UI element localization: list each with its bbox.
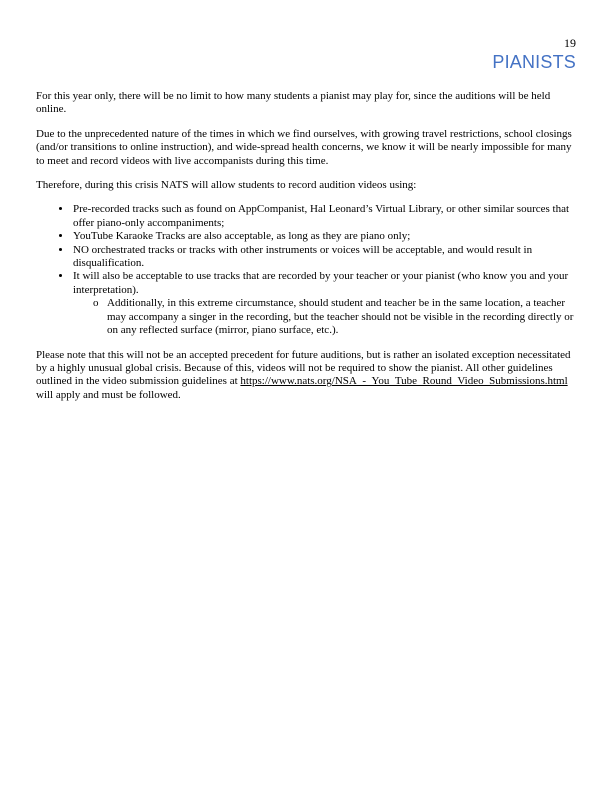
page-number: 19: [564, 36, 576, 50]
document-body: [36, 90, 578, 413]
sub-bullet-marker: o: [93, 297, 99, 310]
list-item-text: Pre-recorded tracks such as found on AppCompanist, Hal Leonard’s Virtual Library, or other similar sources that offer piano-only accompaniments;: [73, 203, 570, 229]
sub-list: [73, 297, 578, 337]
sub-list-item-teacher-accompany: [93, 297, 578, 337]
list-item-text: YouTube Karaoke Tracks are also acceptable, as long as they are piano only;: [73, 230, 411, 243]
paragraph-unprecedented-times: Due to the unprecedented nature of the times in which we find ourselves, with growing travel restrictions, school closings (and/or transitions to online instruction), and wide-spread health concerns, we know it will be nearly impossible for many to meet and record videos with live accompanists during this time.: [36, 127, 572, 167]
list-item-text: NO orchestrated tracks or tracks with other instruments or voices will be acceptable, and would result in disqualification.: [73, 243, 533, 270]
guidelines-link[interactable]: https://www.nats.org/NSA_-_You_Tube_Round_Video_Submissions.html: [240, 375, 568, 388]
list-item-teacher-recorded: [72, 270, 578, 337]
paragraph-therefore: Therefore, during this crisis NATS will allow students to record audition videos using:: [36, 179, 417, 192]
list-item-youtube-karaoke: [72, 230, 578, 243]
section-title: PIANISTS: [492, 52, 576, 72]
paragraph-online-auditions: For this year only, there will be no limit to how many students a pianist may play for, since the auditions will be held online.: [36, 90, 551, 116]
paragraph-closing: [36, 349, 578, 403]
closing-text-after-link: will apply and must be followed.: [36, 388, 181, 401]
list-item-no-orchestrated: [72, 244, 578, 271]
sub-list-item-text: Additionally, in this extreme circumstance, should student and teacher be in the same location, a teacher may accompany a singer in the recording, but the teacher should not be visible in the recording directly or on any reflected surface (mirror, piano surface, etc.).: [107, 297, 574, 337]
list-item-prerecorded-tracks: [72, 203, 578, 230]
list-item-text: It will also be acceptable to use tracks that are recorded by your teacher or your pianist (who know you and your interpretation).: [73, 270, 569, 296]
allowed-tracks-list: [36, 203, 578, 337]
closing-text-before-link: Please note that this will not be an accepted precedent for future auditions, but is rather an isolated exception necessitated by a highly unusual global crisis. Because of this, videos will not be required to show the pianist. All other guidelines outlined in the video submission guidelines at: [36, 348, 571, 388]
